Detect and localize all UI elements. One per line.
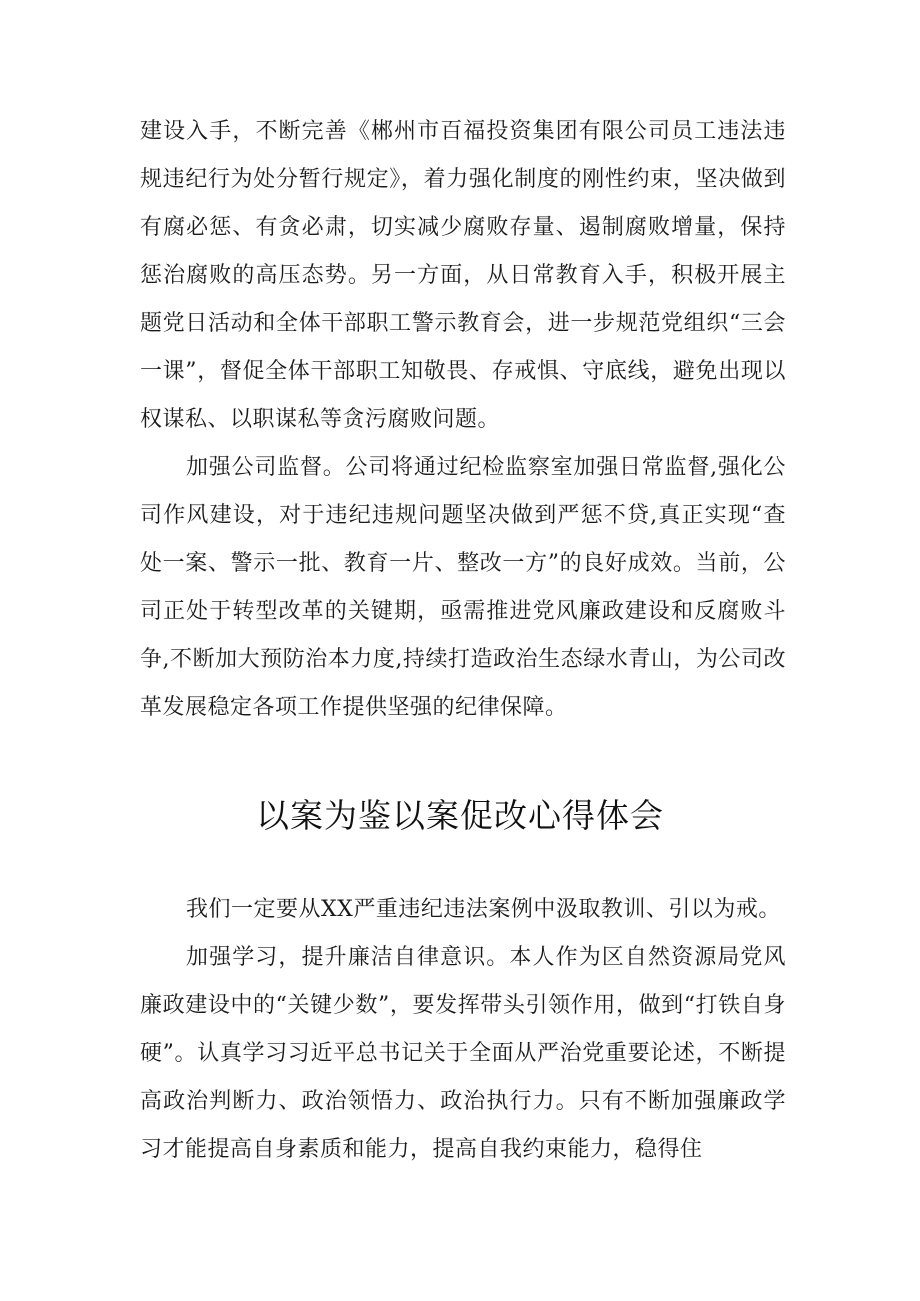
paragraph-continued: 建设入手，不断完善《郴州市百福投资集团有限公司员工违法违规违纪行为处分暂行规定》，着力强化制度的刚性约束，坚决做到有腐必惩、有贪必肃，切实减少腐败存量、遏制腐败增量，保持惩治腐败的高压态势。另一方面，从日常教育入手，积极开展主题党日活动和全体干部职工警示教育会，进一步规范党组织“三会一课”，督促全体干部职工知敬畏、存戒惧、守底线，避免出现以权谋私、以职谋私等贪污腐败问题。: [140, 119, 786, 432]
paragraph-study: 加强学习，提升廉洁自律意识。本人作为区自然资源局党风廉政建设中的“关键少数”，要发挥带头引领作用，做到“打铁自身硬”。认真学习习近平总书记关于全面从严治党重要论述，不断提高政治判断力、政治领悟力、政治执行力。只有不断加强廉政学习才能提高自身素质和能力，提高自我约束能力，稳得住: [140, 945, 786, 1162]
section-one-body: [140, 108, 786, 732]
section-two-body: [140, 886, 786, 1174]
paragraph-intro: 我们一定要从XX严重违纪违法案例中汲取教训、引以为戒。: [186, 897, 781, 922]
section-title: 以案为鉴以案促改心得体会: [256, 796, 664, 835]
paragraph-supervision: 加强公司监督。公司将通过纪检监察室加强日常监督,强化公司作风建设，对于违纪违规问题坚决做到严惩不贷,真正实现“查处一案、警示一批、教育一片、整改一方”的良好成效。当前，公司正处于转型改革的关键期，亟需推进党风廉政建设和反腐败斗争,不断加大预防治本力度,持续打造政治生态绿水青山，为公司改革发展稳定各项工作提供坚强的纪律保障。: [140, 455, 786, 720]
